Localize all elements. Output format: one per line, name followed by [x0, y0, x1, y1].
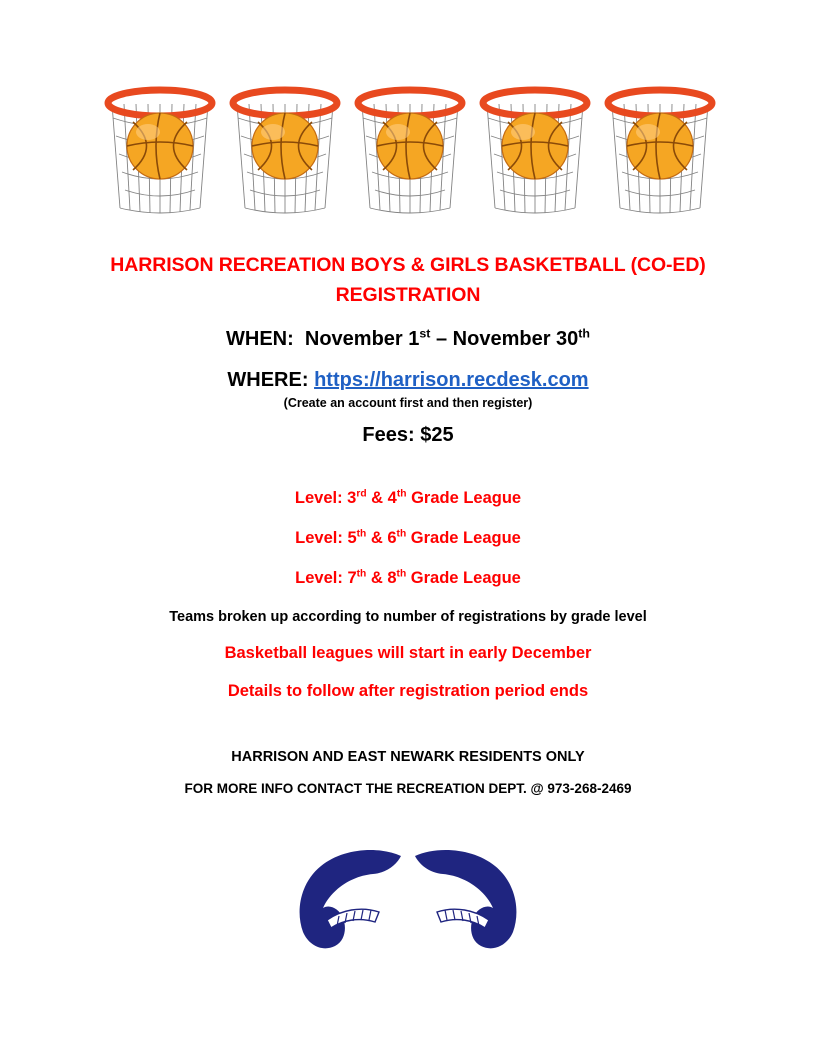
when-dash: –	[430, 328, 453, 350]
basketball-in-hoop-icon	[475, 78, 595, 228]
title-line-1: HARRISON RECREATION BOYS & GIRLS BASKETBALL (CO-ED)	[110, 254, 706, 276]
list-item	[0, 569, 816, 588]
registration-link[interactable]: https://harrison.recdesk.com	[314, 369, 589, 391]
list-item	[0, 489, 816, 508]
title-line-2: REGISTRATION	[335, 284, 481, 306]
when-end-suffix: th	[578, 326, 590, 341]
list-item	[0, 529, 816, 548]
basketball-in-hoop-icon	[100, 78, 220, 228]
details-note: Details to follow after registration period ends	[227, 682, 589, 700]
level-mid: & 8	[366, 569, 397, 587]
level-sup-1: th	[356, 528, 367, 540]
basketball-in-hoop-icon	[600, 78, 720, 228]
where-line	[0, 369, 816, 392]
level-sup-1: th	[356, 568, 367, 580]
basketball-in-hoop-icon	[350, 78, 470, 228]
when-start: November 1	[304, 328, 420, 350]
level-mid: & 4	[366, 489, 397, 507]
hoops-banner	[100, 78, 720, 228]
level-suffix: Grade League	[406, 569, 521, 587]
basketball-in-hoop-icon	[225, 78, 345, 228]
level-suffix: Grade League	[406, 489, 522, 507]
flyer-content	[0, 250, 816, 796]
teams-note: Teams broken up according to number of registrations by grade level	[169, 609, 647, 625]
level-sup-2: th	[396, 488, 407, 500]
when-start-suffix: st	[419, 326, 431, 341]
level-sup-2: th	[396, 568, 407, 580]
account-note: (Create an account first and then register)	[283, 396, 533, 410]
level-prefix: Level: 7	[295, 569, 357, 587]
contact-info: FOR MORE INFO CONTACT THE RECREATION DEPT. @ 973-268-2469	[184, 781, 632, 796]
fees-line: Fees: $25	[362, 424, 454, 446]
residents-note: HARRISON AND EAST NEWARK RESIDENTS ONLY	[231, 749, 585, 765]
level-prefix: Level: 5	[295, 529, 357, 547]
when-label: WHEN:	[226, 328, 294, 350]
level-sup-1: rd	[356, 488, 367, 500]
where-label: WHERE:	[227, 369, 309, 391]
level-sup-2: th	[396, 528, 407, 540]
level-mid: & 6	[366, 529, 397, 547]
season-start-note: Basketball leagues will start in early December	[224, 644, 592, 662]
harrison-blue-tide-logo	[283, 840, 533, 955]
when-line	[0, 328, 816, 351]
levels-list	[0, 489, 816, 588]
when-end: November 30	[452, 328, 579, 350]
level-prefix: Level: 3	[294, 489, 357, 507]
level-suffix: Grade League	[406, 529, 521, 547]
page-title	[88, 250, 728, 310]
logo-container	[0, 840, 816, 955]
